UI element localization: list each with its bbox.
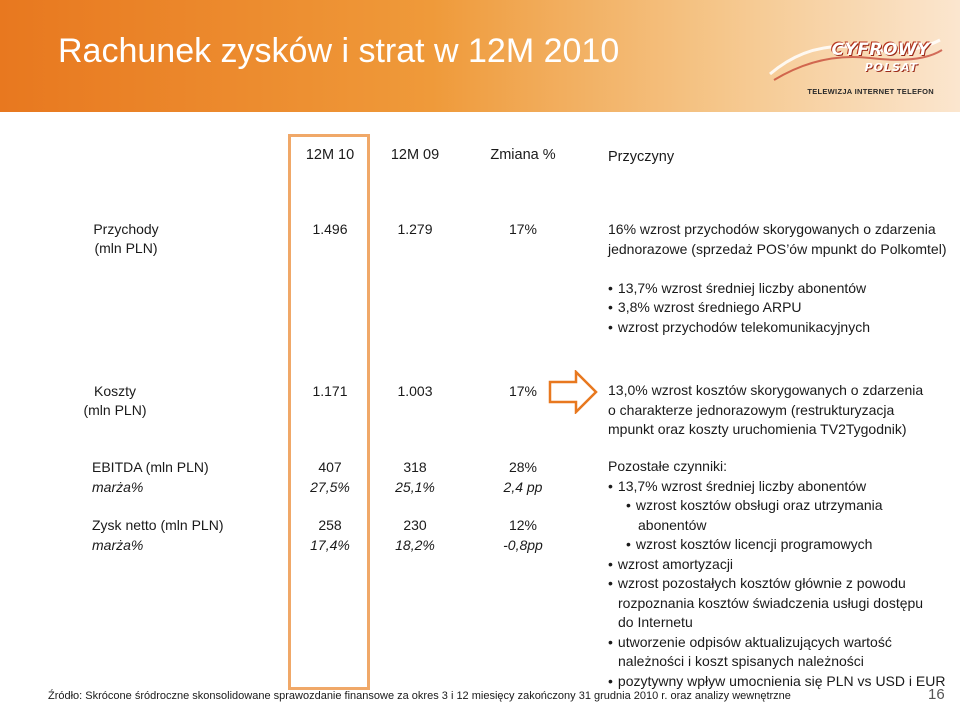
ebitda-12m10: 407 (318, 459, 342, 475)
reason-line: 13,0% wzrost kosztów skorygowanych o zdarzenia (608, 382, 924, 398)
row-label-ebitda-marza: marża% (92, 479, 144, 495)
pozostale-czynniki (608, 457, 945, 691)
zysk-marza-12m09: 18,2% (395, 537, 435, 553)
pozostale-item-cont: należności i koszt spisanych należności (618, 653, 864, 669)
przychody-12m09: 1.279 (397, 221, 433, 237)
ebitda-marza-12m09: 25,1% (395, 479, 435, 495)
pozostale-title: Pozostałe czynniki: (608, 458, 728, 474)
row-label-ebitda: EBITDA (mln PLN) (92, 459, 209, 475)
row-unit-przychody: (mln PLN) (94, 240, 158, 256)
ebitda-marza-zmiana: 2,4 pp (503, 479, 543, 495)
page-title: Rachunek zysków i strat w 12M 2010 (58, 32, 620, 70)
reason-line: mpunkt oraz koszty uruchomienia TV2Tygodnik) (608, 421, 907, 437)
page-number: 16 (928, 686, 945, 703)
reason-line: 16% wzrost przychodów skorygowanych o zdarzenia (608, 221, 936, 237)
pozostale-item: • utworzenie odpisów aktualizujących wartość (608, 633, 945, 653)
column-header-zmiana: Zmiana % (490, 147, 556, 163)
koszty-reasons (608, 381, 923, 440)
source-footnote: Źródło: Skrócone śródroczne skonsolidowane sprawozdanie finansowe za okres 3 i 12 miesięcy zakończony 31 grudnia 2010 r. oraz analizy wewnętrzne (48, 690, 791, 702)
row-label-koszty: Koszty (93, 383, 136, 399)
column-header-12m10: 12M 10 (305, 147, 355, 163)
pozostale-subitem-cont: abonentów (638, 516, 707, 533)
pozostale-item: • 13,7% wzrost średniej liczby abonentów (608, 477, 945, 497)
zysk-marza-12m10: 17,4% (310, 537, 350, 553)
logo-word-secondary: POLSAT (864, 61, 918, 74)
koszty-zmiana: 17% (508, 383, 538, 399)
reason-line: o charakterze jednorazowym (restrukturyzacja (608, 401, 895, 418)
row-label-zysk-netto: Zysk netto (mln PLN) (92, 517, 224, 533)
row-unit-koszty: (mln PLN) (83, 402, 147, 418)
reason-bullet: • wzrost przychodów telekomunikacyjnych (608, 318, 947, 338)
reason-bullet: • 13,7% wzrost średniej liczby abonentów (608, 279, 947, 299)
logo-word: CYFROWY (831, 40, 930, 60)
przychody-12m10: 1.496 (312, 221, 348, 237)
pozostale-item: • pozytywny wpływ umocnienia się PLN vs USD i EUR (608, 672, 945, 692)
ebitda-12m09: 318 (403, 459, 427, 475)
przychody-reasons (608, 220, 947, 337)
pozostale-item-cont: do Internetu (618, 614, 693, 630)
logo-tagline: TELEWIZJA INTERNET TELEFON (807, 87, 934, 96)
pozostale-item: • wzrost amortyzacji (608, 555, 945, 575)
reason-line: jednorazowe (sprzedaż POS’ów mpunkt do Polkomtel) (608, 240, 947, 257)
koszty-12m09: 1.003 (397, 383, 433, 399)
pozostale-item-cont: rozpoznania kosztów świadczenia usługi dostępu (618, 594, 924, 611)
column-highlight-box (288, 134, 370, 690)
pozostale-subitem: • wzrost kosztów licencji programowych (608, 535, 945, 555)
row-label-zysk-marza: marża% (92, 537, 144, 553)
ebitda-marza-12m10: 27,5% (310, 479, 350, 495)
ebitda-zmiana: 28% (508, 459, 538, 475)
zysk-zmiana: 12% (508, 517, 538, 533)
header-banner (0, 0, 960, 112)
row-label-przychody: Przychody (93, 221, 159, 237)
zysk-marza-zmiana: -0,8pp (503, 537, 543, 553)
koszty-12m10: 1.171 (312, 383, 348, 399)
company-logo (750, 30, 950, 100)
zysk-12m09: 230 (403, 517, 427, 533)
przychody-zmiana: 17% (508, 221, 538, 237)
pozostale-item: • wzrost pozostałych kosztów głównie z powodu (608, 574, 945, 594)
reason-bullet: • 3,8% wzrost średniego ARPU (608, 298, 947, 318)
column-header-przyczyny: Przyczyny (608, 149, 675, 165)
zysk-12m10: 258 (318, 517, 342, 533)
pozostale-subitem: • wzrost kosztów obsługi oraz utrzymania (608, 496, 945, 516)
reason-spacer (608, 259, 947, 279)
arrow-right-icon (548, 370, 598, 414)
column-header-12m09: 12M 09 (390, 147, 440, 163)
